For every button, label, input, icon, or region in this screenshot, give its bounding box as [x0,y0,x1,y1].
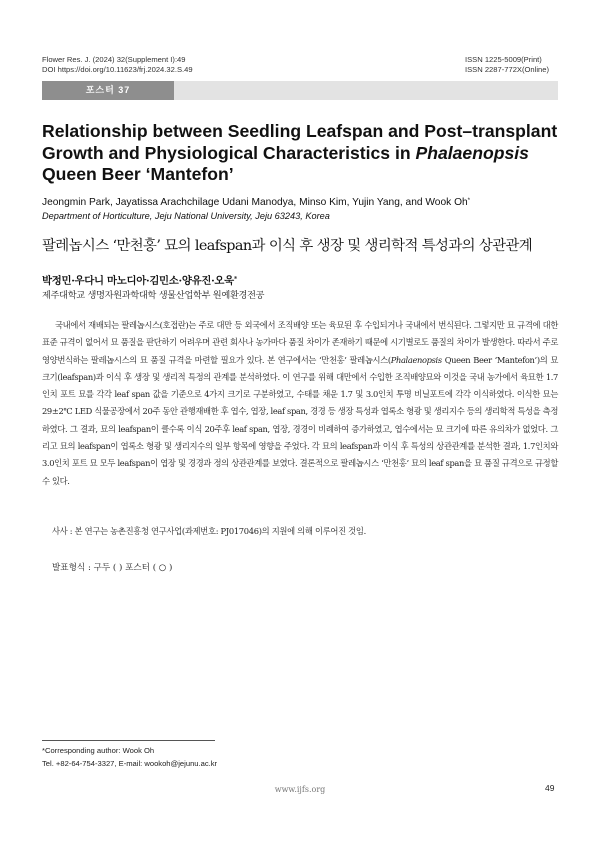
abstract-body [42,317,558,490]
doi-line[interactable]: DOI https://doi.org/10.11623/frj.2024.32.S.49 [42,65,193,74]
abstract-text-2: Queen Beer ‘Mantefon’)의 묘 크기(leafspan)과 이식 후 생장 및 생리적 특정의 관계를 분석하였다. 이 연구를 위해 대만에서 수입한 조직배양묘와 이것을 국내 농가에서 육묘한 1.7인치 포트 묘를 각각 leaf span 값을 기준으로 4가지 크기로 구분하였고, 수태를 채운 1.7 및 3.0인치 투명 비닐포트에 각각 이식하였다. 이식한 묘는 29±2℃ LED 식물공장에서 20주 동안 관행재배한 후 엽수, 엽장, leaf span, 경경 등 생장 특성과 엽록소 형광 및 생리지수 등의 생리학적 특성을 측정하였다. 그 결과, 묘의 leafspan이 클수록 이식 20주후 leaf span, 엽장, 경경이 비례하여 증가하였고, 엽수에서는 묘 크기에 따른 유의차가 없었다. 그리고 묘의 leafspan이 엽록소 형광 및 생리지수의 일부 항목에 영향을 주었다. 각 묘의 leafspan과 이식 후 특성의 상관관계를 분석한 결과, 1.7인치와 3.0인치 포트 묘 모두 leafspan이 엽장 및 경경과 정의 상관관계를 보였다. 결론적으로 팔레놉시스 ‘만천홍’ 묘의 leaf span을 묘 품질 규격으로 규정할 수 있다. [42,354,558,486]
corresponding-author: *Corresponding author: Wook Oh [42,746,155,755]
journal-header [42,55,193,75]
korean-affiliation: 제주대학교 생명자원과학대학 생물산업학부 원예환경전공 [42,290,265,301]
english-title-part1: Relationship between Seedling Leafspan and Post–transplant Growth and Physiological Characteristics in [42,121,558,163]
footnote-divider [42,740,215,741]
korean-author-list: 박정민·우다니 마노디아·김민소·양유진·오욱 [42,275,234,287]
english-title-genus: Phalaenopsis [415,142,529,163]
poster-label: 포스터 37 [42,81,174,100]
journal-citation: Flower Res. J. (2024) 32(Supplement I):49 [42,55,186,64]
acknowledgement: 사사 : 본 연구는 농촌진흥청 연구사업(과제번호: PJ017046)의 지원에 의해 이루어진 것임. [52,526,366,536]
korean-authors [42,274,562,288]
english-author-list: Jeongmin Park, Jayatissa Arachchilage Udani Manodya, Minso Kim, Yujin Yang, and Wook Oh [42,197,468,208]
issn-print: ISSN 1225-5009(Print) [465,55,542,64]
abstract-text-1: 국내에서 재배되는 팔레놉시스(호접란)는 주로 대만 등 외국에서 조직배양 또는 육묘된 후 수입되거나 국내에서 번식된다. 그렇지만 묘 규격에 대한 표준 규격이 없어서 묘 품질을 판단하기 어려우며 관련 회사나 농가마다 품질 차이가 존재하기 때문에 시기별로도 품질의 차이가 발생한다. 따라서 주로 영양번식하는 팔레놉시스의 묘 품질 규격을 마련할 필요가 있다. 본 연구에서는 ‘만천홍’ 팔레놉시스( [42,320,558,365]
journal-website[interactable]: www.ijfs.org [274,785,326,794]
page-number: 49 [545,783,555,793]
english-affiliation: Department of Horticulture, Jeju National University, Jeju 63243, Korea [42,211,330,221]
abstract-genus: Phalaenopsis [390,354,442,365]
korean-corresponding-mark: * [233,275,237,284]
issn-block [465,55,549,75]
english-title-part2: Queen Beer ‘Mantefon’ [42,164,234,184]
presentation-format: 발표형식 : 구두 ( ) 포스터 ( ○ ) [52,563,173,573]
corresponding-mark: * [467,197,471,205]
korean-title: 팔레놉시스 ‘만천홍’ 묘의 leafspan과 이식 후 생장 및 생리학적 특성과의 상관관계 [42,238,533,254]
contact-info[interactable]: Tel. +82-64-754-3327, E-mail: wookoh@jejunu.ac.kr [42,758,218,768]
english-title [42,121,562,186]
issn-online: ISSN 2287-772X(Online) [465,65,549,74]
footnote [42,745,217,770]
english-authors [42,196,562,209]
